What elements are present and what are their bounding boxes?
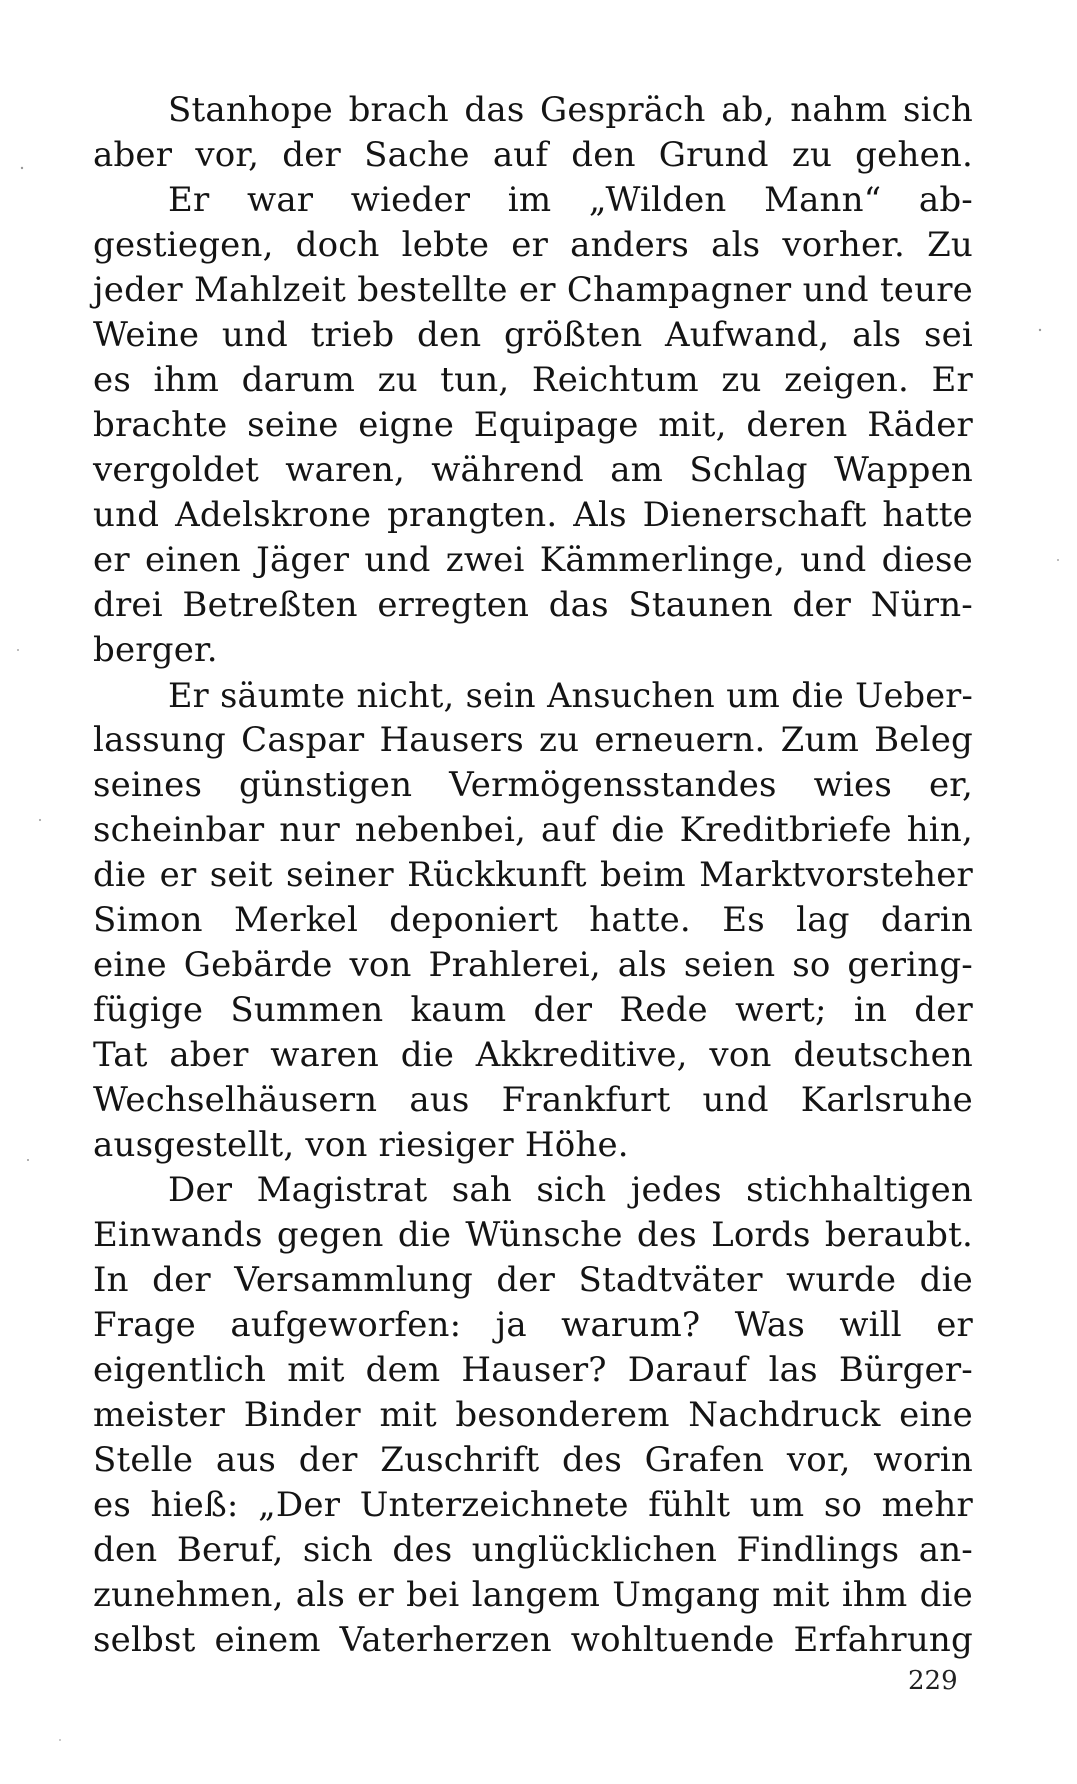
text-line: eigentlich mit dem Hauser? Darauf las Bürger- (93, 1350, 973, 1390)
page-number: 229 (908, 1666, 958, 1696)
text-line: es ihm darum zu tun, Reichtum zu zeigen. Er (93, 360, 973, 400)
text-line: In der Versammlung der Stadtväter wurde die (93, 1260, 973, 1300)
text-line: die er seit seiner Rückkunft beim Marktvorsteher (93, 855, 973, 895)
text-line: drei Betreßten erregten das Staunen der Nürn- (93, 585, 973, 625)
text-line: Weine und trieb den größten Aufwand, als sei (93, 315, 973, 355)
text-line: den Beruf, sich des unglücklichen Findlings an- (93, 1530, 973, 1570)
text-line: berger. (93, 630, 218, 670)
text-line: gestiegen, doch lebte er anders als vorher. Zu (93, 225, 973, 265)
text-line: Der Magistrat sah sich jedes stichhaltigen (168, 1170, 973, 1210)
text-line: fügige Summen kaum der Rede wert; in der (93, 990, 973, 1030)
text-line: Stanhope brach das Gespräch ab, nahm sich (168, 90, 973, 130)
text-line: aber vor, der Sache auf den Grund zu gehen. (93, 135, 973, 175)
text-line: und Adelskrone prangten. Als Dienerschaft hatte (93, 495, 973, 535)
text-line: seines günstigen Vermögensstandes wies er, (93, 765, 973, 805)
body-text (93, 88, 973, 1663)
text-line: vergoldet waren, während am Schlag Wappen (93, 450, 973, 490)
text-line: es hieß: „Der Unterzeichnete fühlt um so mehr (93, 1485, 973, 1525)
text-line: Frage aufgeworfen: ja warum? Was will er (93, 1305, 973, 1345)
text-line: meister Binder mit besonderem Nachdruck eine (93, 1395, 973, 1435)
text-line: Einwands gegen die Wünsche des Lords beraubt. (93, 1215, 973, 1255)
text-line: scheinbar nur nebenbei, auf die Kreditbriefe hin, (93, 810, 973, 850)
text-line: Wechselhäusern aus Frankfurt und Karlsruhe (93, 1080, 973, 1120)
text-line: Er war wieder im „Wilden Mann“ ab- (168, 180, 973, 220)
text-line: ausgestellt, von riesiger Höhe. (93, 1125, 629, 1165)
text-line: brachte seine eigne Equipage mit, deren Räder (93, 405, 973, 445)
text-line: jeder Mahlzeit bestellte er Champagner und teure (93, 270, 973, 310)
text-line: selbst einem Vaterherzen wohltuende Erfahrung (93, 1620, 973, 1660)
text-line: lassung Caspar Hausers zu erneuern. Zum Beleg (93, 720, 973, 760)
text-line: Er säumte nicht, sein Ansuchen um die Ueber- (168, 676, 973, 715)
text-line: Stelle aus der Zuschrift des Grafen vor, worin (93, 1440, 973, 1480)
text-line: Simon Merkel deponiert hatte. Es lag darin (93, 900, 973, 940)
text-line: zunehmen, als er bei langem Umgang mit ihm die (93, 1575, 973, 1615)
text-line: Tat aber waren die Akkreditive, von deutschen (93, 1035, 973, 1075)
text-line: er einen Jäger und zwei Kämmerlinge, und diese (93, 540, 973, 580)
text-line: eine Gebärde von Prahlerei, als seien so gering- (93, 945, 973, 985)
